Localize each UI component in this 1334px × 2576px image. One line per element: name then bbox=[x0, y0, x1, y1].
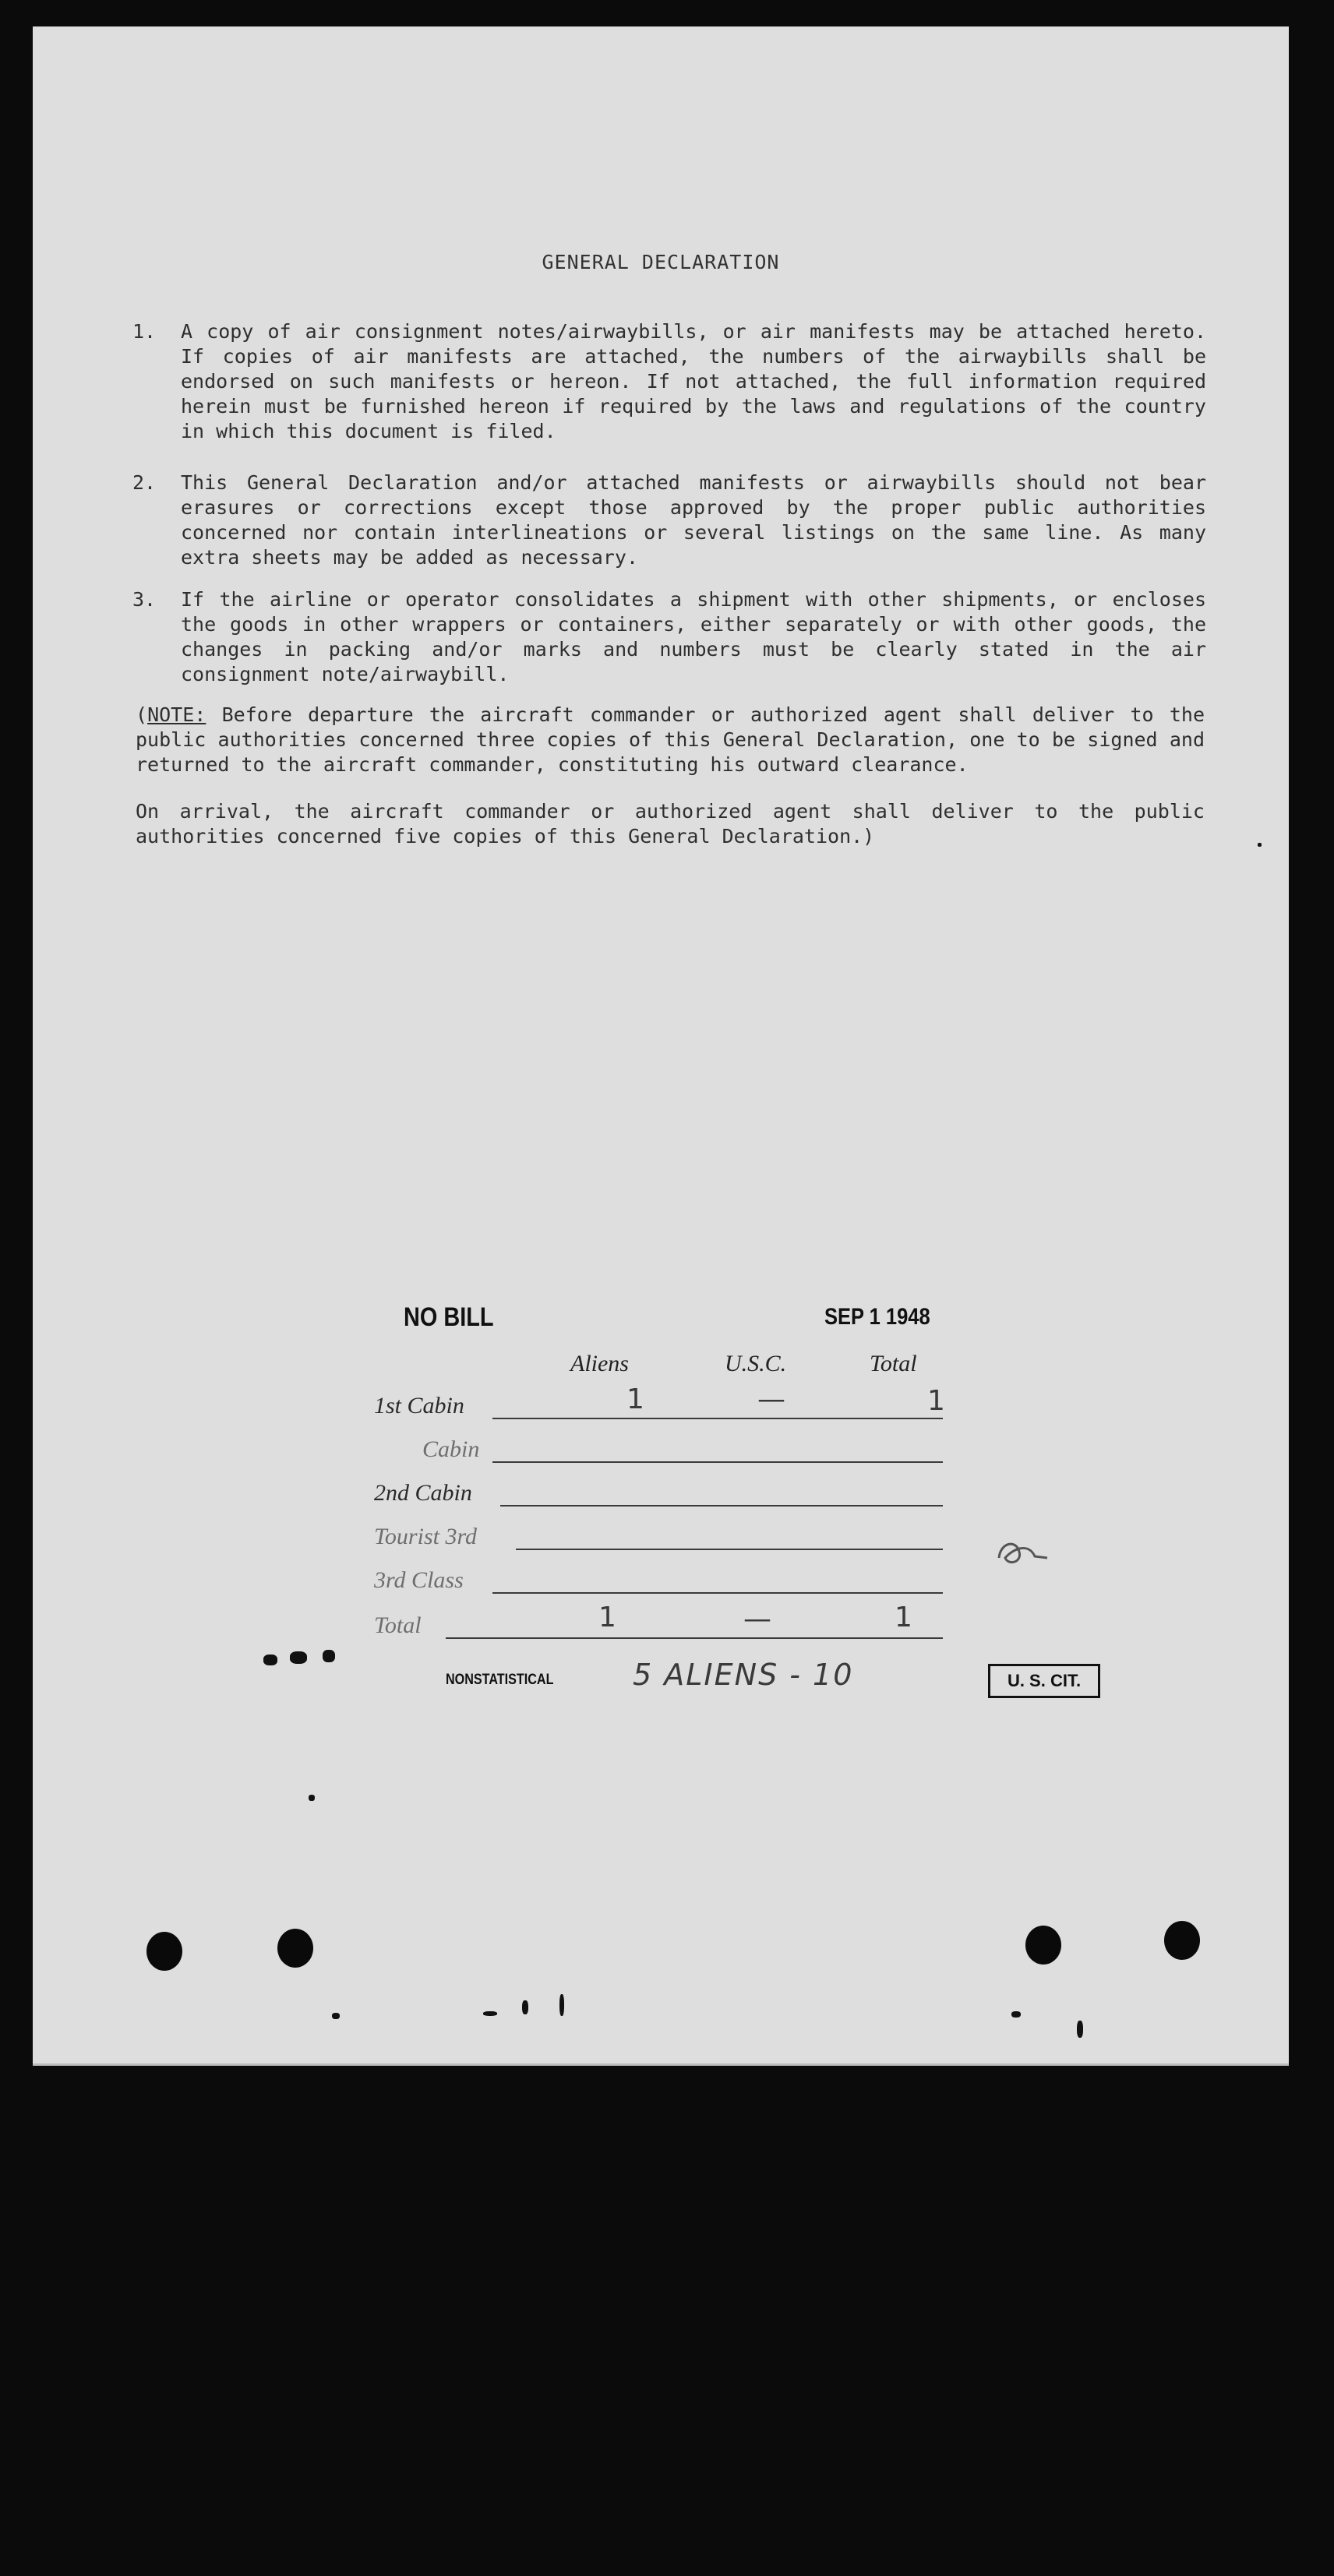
us-citizen-box: U. S. CIT. bbox=[988, 1664, 1100, 1698]
document-title: GENERAL DECLARATION bbox=[542, 251, 780, 273]
item-text: This General Declaration and/or attached manifests or airwaybills should not bear erasures or corrections except those approved by the proper public authorities concerned nor contain interlineations or several listings on the same line. As many extra sheets may be added as necessary. bbox=[181, 471, 1206, 569]
row-line bbox=[492, 1461, 943, 1463]
note-text: Before departure the aircraft commander or authorized agent shall deliver to the public authorities concerned three copies of this General Declaration, one to be signed and returned to the aircraft commander, constituting his outward clearance. bbox=[136, 703, 1205, 776]
instruction-item-2 bbox=[132, 470, 1206, 570]
item-text: If the airline or operator consolidates a shipment with other shipments, or encloses the goods in other wrappers or containers, either separately or with other goods, the changes in packing and/or marks and numbers must be clearly stated in the air consignment note/airwaybill. bbox=[181, 588, 1206, 685]
note-open-paren: ( bbox=[136, 703, 148, 726]
row-line bbox=[492, 1592, 943, 1594]
row-line bbox=[446, 1637, 943, 1639]
ink-speck bbox=[263, 1654, 277, 1665]
nonstatistical-stamp: NONSTATISTICAL bbox=[446, 1672, 554, 1688]
item-text: A copy of air consignment notes/airwaybills, or air manifests may be attached hereto. If copies of air manifests are attached, the numbers of the airwaybills shall be endorsed on such manifests or hereon. If not attached, the full information required herein must be furnished hereon if required by the laws and regulations of the country in which this document is filed. bbox=[181, 320, 1206, 442]
punch-hole bbox=[1025, 1926, 1061, 1965]
row-label-third-class: 3rd Class bbox=[374, 1567, 464, 1593]
arrival-paragraph: On arrival, the aircraft commander or authorized agent shall deliver to the public authorities concerned five copies of this General Declaration.) bbox=[136, 800, 1205, 848]
no-bill-stamp: NO BILL bbox=[404, 1302, 494, 1332]
instruction-item-3 bbox=[132, 587, 1206, 687]
row-label-tourist-third: Tourist 3rd bbox=[374, 1524, 478, 1549]
row-line bbox=[500, 1505, 943, 1506]
document-page bbox=[33, 26, 1289, 2066]
ink-speck bbox=[323, 1650, 335, 1662]
ink-speck bbox=[522, 2000, 528, 2014]
ink-speck bbox=[309, 1795, 315, 1801]
column-aliens: Aliens bbox=[570, 1351, 629, 1376]
total-aliens: 1 bbox=[598, 1602, 616, 1633]
row-line bbox=[516, 1549, 943, 1550]
first-cabin-usc: — bbox=[757, 1383, 785, 1415]
row-label-total: Total bbox=[374, 1612, 422, 1638]
item-number: 2. bbox=[132, 471, 157, 494]
first-cabin-aliens: 1 bbox=[626, 1383, 644, 1415]
instruction-item-1 bbox=[132, 319, 1206, 444]
ink-speck bbox=[1011, 2011, 1021, 2017]
item-number: 3. bbox=[132, 588, 157, 611]
ink-speck bbox=[1258, 843, 1262, 847]
item-number: 1. bbox=[132, 320, 157, 343]
punch-hole bbox=[1164, 1921, 1200, 1960]
column-usc: U.S.C. bbox=[725, 1351, 787, 1376]
ink-speck bbox=[559, 1994, 564, 2016]
punch-hole bbox=[277, 1929, 313, 1968]
ink-speck bbox=[1077, 2021, 1083, 2038]
column-total: Total bbox=[870, 1351, 917, 1376]
handwritten-aliens-note: 5 ALIENS - 10 bbox=[633, 1658, 854, 1692]
total-total: 1 bbox=[895, 1602, 912, 1633]
ink-speck bbox=[332, 2013, 340, 2019]
initials-mark-icon bbox=[993, 1535, 1055, 1573]
first-cabin-total: 1 bbox=[927, 1385, 945, 1417]
punch-hole bbox=[146, 1932, 182, 1971]
note-paragraph bbox=[136, 703, 1205, 777]
row-label-second-cabin: 2nd Cabin bbox=[374, 1480, 472, 1506]
ink-speck bbox=[290, 1651, 307, 1664]
row-label-first-cabin: 1st Cabin bbox=[374, 1393, 464, 1418]
row-label-cabin: Cabin bbox=[422, 1436, 480, 1462]
total-usc: — bbox=[743, 1603, 771, 1635]
row-line bbox=[492, 1418, 943, 1419]
note-label: NOTE: bbox=[147, 703, 206, 726]
date-stamp: SEP 1 1948 bbox=[824, 1304, 930, 1330]
ink-speck bbox=[483, 2011, 497, 2016]
